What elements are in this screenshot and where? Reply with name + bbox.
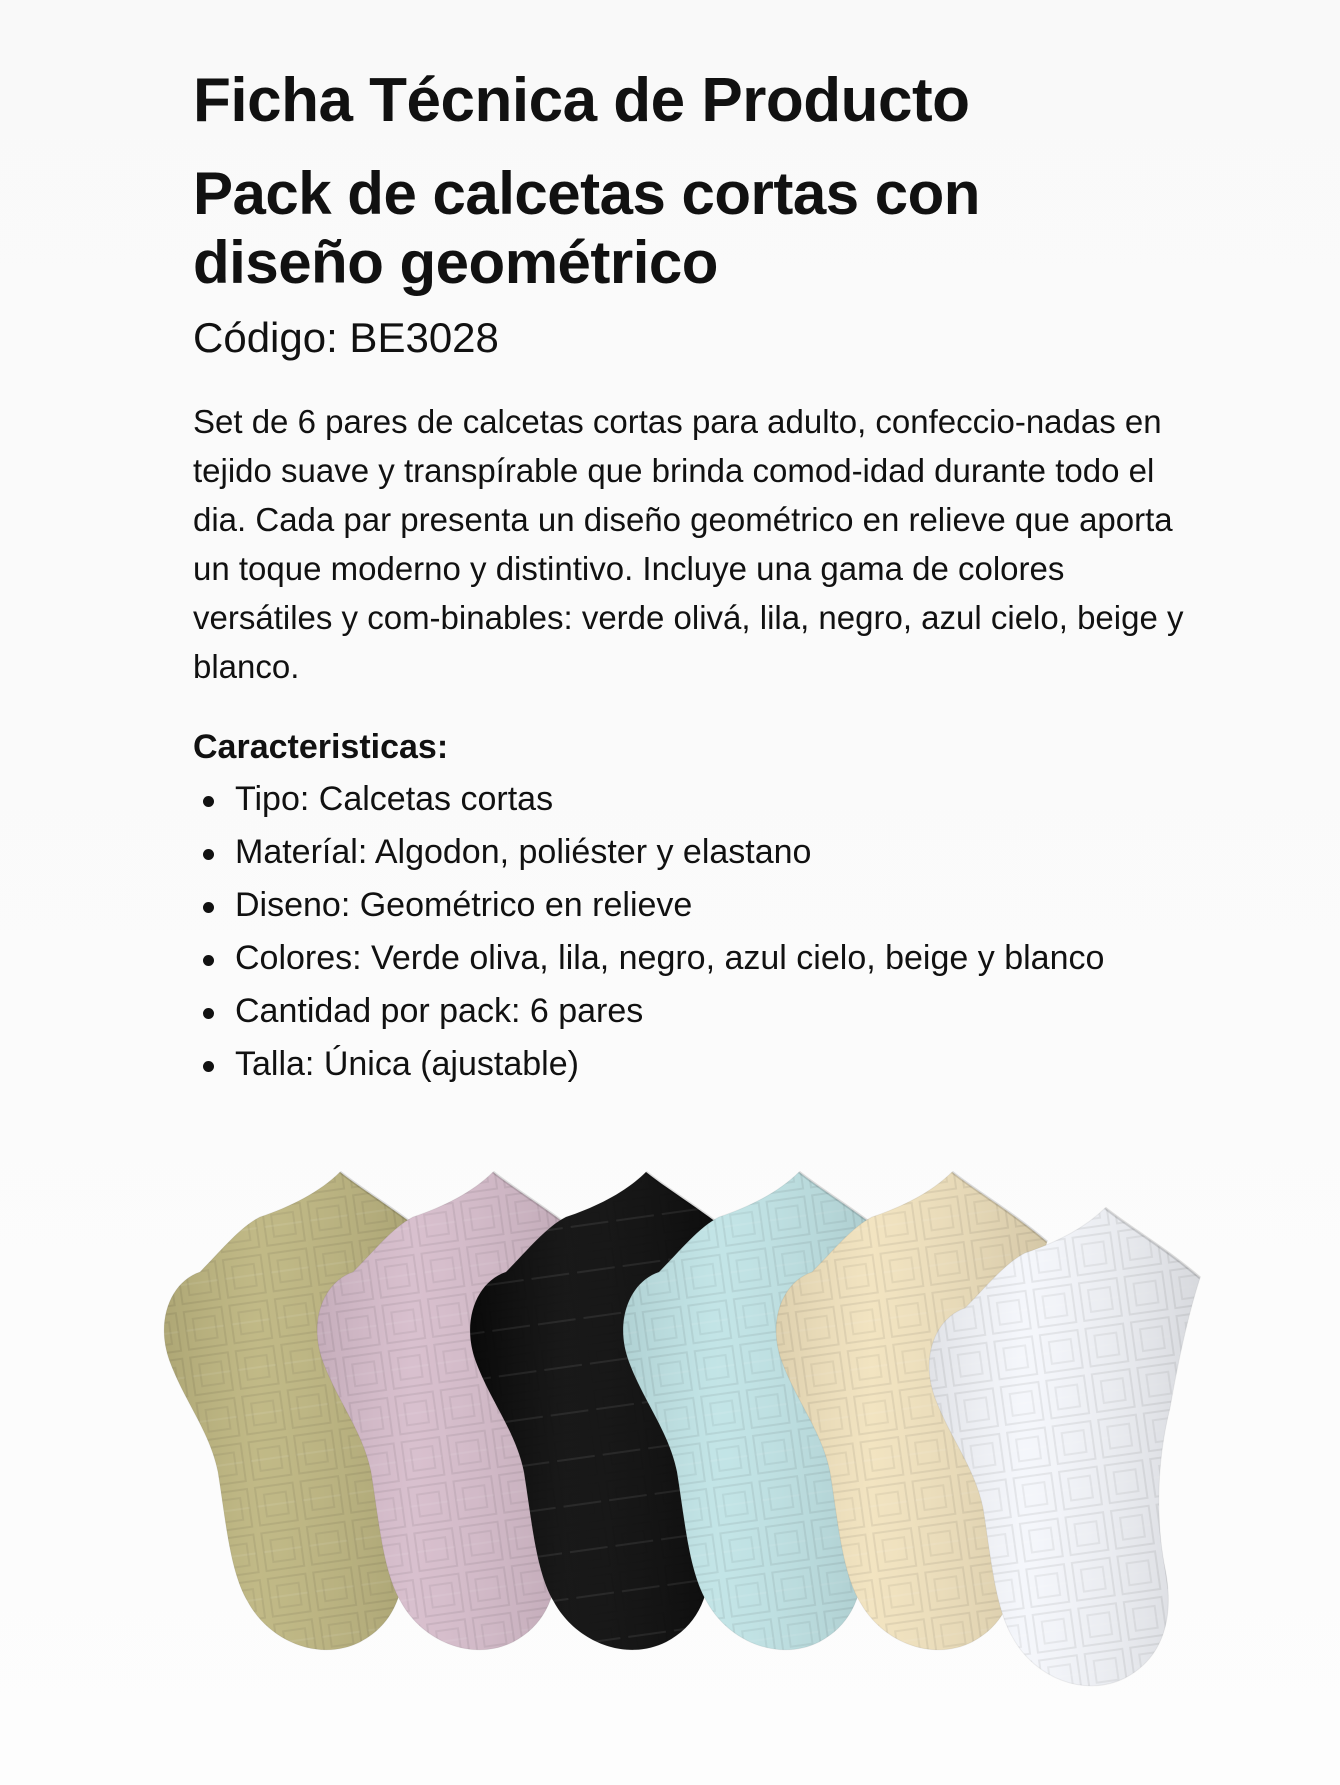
socks-illustration	[160, 1170, 1340, 1730]
feature-item-material: Matería​l: Algodon, poliéster y elastano	[193, 826, 1253, 879]
document-title: Ficha Técnica de Producto	[193, 66, 970, 135]
feature-item-size: Talla: Única (ajustable)	[193, 1038, 1253, 1091]
product-code: Código: BE3028	[193, 313, 499, 361]
product-photo	[160, 1170, 1340, 1730]
feature-item-colors: Colores: Verde oliva, lila, negro, azul cielo, beige y blanco	[193, 932, 1253, 985]
socks-group	[164, 1172, 1200, 1686]
feature-item-type: Tipo: Calcetas cortas	[193, 773, 1253, 826]
sheet-content	[193, 68, 1253, 1091]
product-name: Pack de calcetas cortas con diseño geométrico	[193, 159, 980, 296]
feature-item-quantity: Cantidad por pack: 6 pares	[193, 985, 1253, 1038]
features-list	[193, 773, 1253, 1091]
product-description: Set de 6 pares de calcetas cortas para adulto, confeccio-nadas en tejido suave y transpírable que brinda comod-idad durante todo el dia. Cada par presenta un diseño geométrico en relieve que aporta un toque moderno y distintivo. Incluye una gama de colores versátiles y com-binables: verde olivá, lila, negro, azul cielo, beige y blanco.	[193, 403, 1184, 686]
feature-item-design: Diseno: Geométrico en relieve	[193, 879, 1253, 932]
features-heading: Caracteristicas:	[193, 728, 449, 767]
